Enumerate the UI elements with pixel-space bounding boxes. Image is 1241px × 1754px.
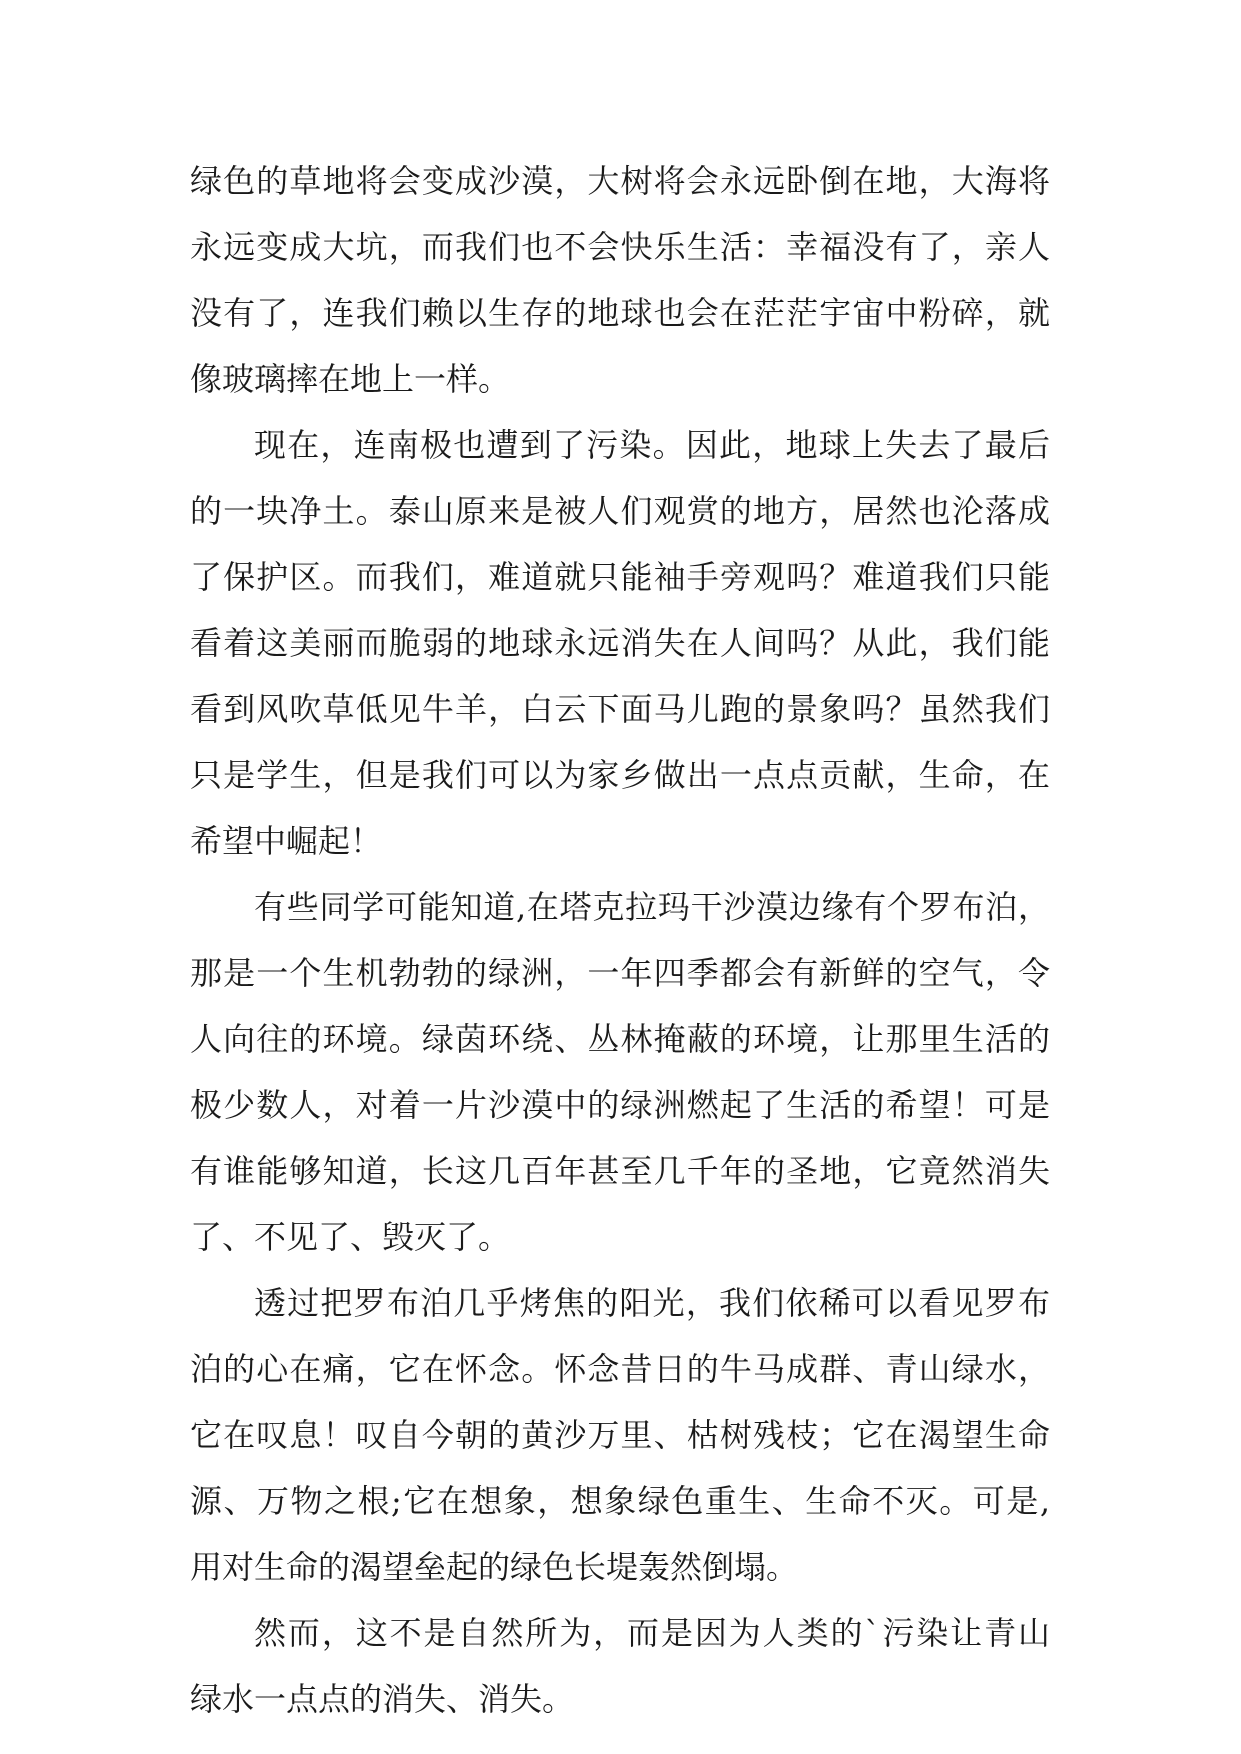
text-line: 用对生命的渴望垒起的绿色长堤轰然倒塌。 [190, 1548, 799, 1586]
text-line: 绿水一点点的消失、消失。 [190, 1680, 575, 1718]
text-line: 看着这美丽而脆弱的地球永远消失在人间吗？从此，我们能 [190, 624, 1050, 662]
text-line: 现在，连南极也遭到了污染。因此，地球上失去了最后 [254, 426, 1050, 464]
text-line: 只是学生，但是我们可以为家乡做出一点点贡献，生命，在 [190, 756, 1050, 794]
text-line: 有谁能够知道，长这几百年甚至几千年的圣地，它竟然消失 [190, 1152, 1050, 1190]
text-line: 源、万物之根;它在想象，想象绿色重生、生命不灭。可是, [190, 1482, 1050, 1520]
document-body [190, 160, 1050, 1744]
text-line: 的一块净土。泰山原来是被人们观赏的地方，居然也沦落成 [190, 492, 1050, 530]
text-line: 永远变成大坑，而我们也不会快乐生活：幸福没有了，亲人 [190, 228, 1050, 266]
text-line: 像玻璃摔在地上一样。 [190, 360, 511, 398]
text-line: 了保护区。而我们，难道就只能袖手旁观吗？难道我们只能 [190, 558, 1050, 596]
text-line: 绿色的草地将会变成沙漠，大树将会永远卧倒在地，大海将 [190, 162, 1050, 200]
paragraph-2 [190, 424, 1050, 862]
text-line: 它在叹息！叹自今朝的黄沙万里、枯树残枝；它在渴望生命 [190, 1416, 1050, 1454]
text-line: 人向往的环境。绿茵环绕、丛林掩蔽的环境，让那里生活的 [190, 1020, 1050, 1058]
paragraph-4 [190, 1282, 1050, 1588]
text-line: 泊的心在痛，它在怀念。怀念昔日的牛马成群、青山绿水， [190, 1350, 1050, 1388]
text-line: 了、不见了、毁灭了。 [190, 1218, 511, 1256]
text-line: 然而，这不是自然所为，而是因为人类的`污染让青山 [254, 1614, 1050, 1652]
text-line: 极少数人，对着一片沙漠中的绿洲燃起了生活的希望！可是 [190, 1086, 1050, 1124]
paragraph-3 [190, 886, 1050, 1258]
text-line: 看到风吹草低见牛羊，白云下面马儿跑的景象吗？虽然我们 [190, 690, 1050, 728]
text-line: 有些同学可能知道,在塔克拉玛干沙漠边缘有个罗布泊， [254, 888, 1050, 926]
text-line: 那是一个生机勃勃的绿洲，一年四季都会有新鲜的空气，令 [190, 954, 1050, 992]
text-line: 透过把罗布泊几乎烤焦的阳光，我们依稀可以看见罗布 [254, 1284, 1050, 1322]
paragraph-1 [190, 160, 1050, 400]
text-line: 希望中崛起！ [190, 822, 383, 860]
paragraph-5 [190, 1612, 1050, 1720]
text-line: 没有了，连我们赖以生存的地球也会在茫茫宇宙中粉碎，就 [190, 294, 1050, 332]
